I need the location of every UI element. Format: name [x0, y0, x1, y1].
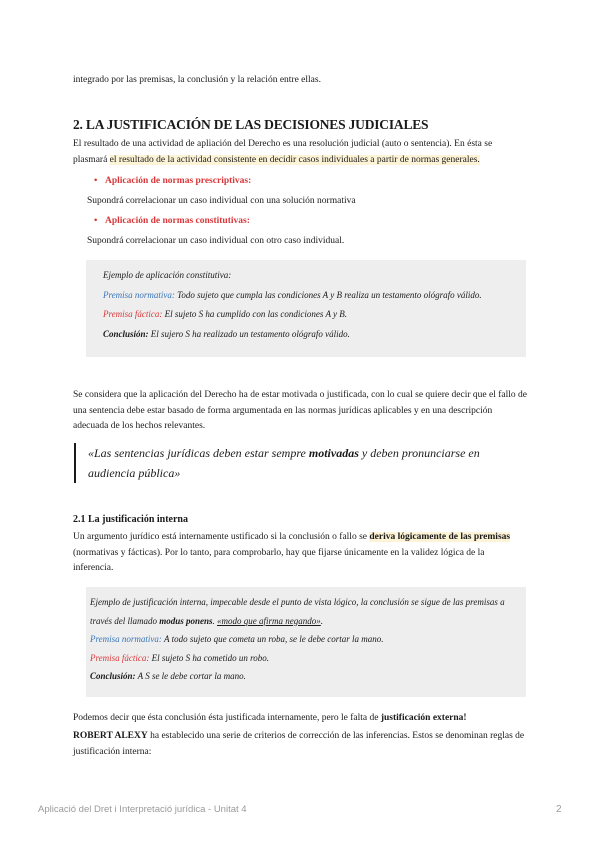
text: (normativas y fácticas). Por lo tanto, para comprobarlo, hay que fijarse únicamente en la validez lógica de la inferencia. — [73, 547, 485, 573]
example-conclusion — [103, 325, 514, 345]
label: Premisa fáctica: — [90, 652, 150, 663]
highlighted-bold: deriva lógicamente de las premisas — [369, 532, 511, 542]
text: El sujeto S ha cumplido con las condiciones A y B. — [162, 309, 348, 319]
example-premise-factual — [90, 649, 514, 668]
highlighted-text: el resultado de la actividad consistente en decidir casos individuales a partir de normas generales. — [109, 154, 480, 165]
page-number: 2 — [556, 804, 562, 815]
bullet-constitutive: • Aplicación de normas constitutivas: — [105, 214, 527, 230]
text: Podemos decir que ésta conclusión ésta justificada internamente, pero le falta de — [73, 713, 381, 723]
footer-text: Aplicació del Dret i Interpretació jurídica - Unitat 4 — [38, 804, 247, 815]
text: A todo sujeto que cometa un roba, se le debe cortar la mano. — [161, 634, 384, 644]
label: Premisa normativa: — [90, 634, 162, 644]
example-premise-normative — [103, 286, 514, 306]
closing-paragraph — [73, 711, 527, 727]
section-paragraph — [73, 137, 527, 168]
underlined: «modo que afirma negando» — [217, 615, 321, 626]
label: Premisa fáctica: — [103, 309, 163, 319]
motivation-paragraph: Se considera que la aplicación del Derecho ha de estar motivada o justificada, con lo cual se quiere decir que el fallo de una sentencia debe estar basado de forma argumentada en las normas jurídicas aplicables y en una descripción adecuada de los hechos relevantes. — [73, 390, 527, 431]
quote-text: «Las sentencias jurídicas deben estar sempre — [88, 446, 309, 460]
bold: modus ponens — [159, 615, 213, 626]
quote-block — [74, 443, 528, 483]
bullet-prescriptive: • Aplicación de normas prescriptivas: — [105, 174, 527, 190]
example-title: Ejemplo de aplicación constitutiva: — [103, 270, 232, 280]
subsection-heading: 2.1 La justificación interna — [73, 514, 188, 525]
example-box — [86, 260, 526, 357]
text: ha establecido una serie de criterios de corrección de las inferencias. Estos se denominan reglas de justificación interna: — [73, 731, 525, 757]
alexy-paragraph — [73, 729, 527, 760]
example-conclusion — [90, 667, 514, 686]
text: . — [320, 615, 324, 626]
bold: justificación externa! — [380, 713, 467, 723]
bullet-text: Supondrá correlacionar un caso individual con otro caso individual. — [87, 236, 345, 246]
intro-line: integrado por las premisas, la conclusión y la relación entre ellas. — [73, 75, 321, 85]
text: Un argumento jurídico está internamente ustificado si la conclusión o fallo se — [73, 532, 370, 542]
text: Ejemplo de justificación interna, impecable desde el punto de vista lógico, la conclusión se sigue de las premisas a través del llamado — [90, 597, 505, 626]
example-intro — [90, 593, 514, 630]
text: A S se le debe cortar la mano. — [135, 671, 246, 681]
text: El sujeto S ha cometido un robo. — [149, 652, 270, 663]
example-premise-factual — [103, 305, 514, 325]
quote-bold: motivadas — [308, 446, 359, 460]
quote-text: y deben pronunciarse en audiencia pública» — [88, 446, 480, 480]
bullet-text: Supondrá correlacionar un caso individual con una solución normativa — [87, 196, 356, 206]
text: Todo sujeto que cumpla las condiciones A y B realiza un testamento ológrafo válido. — [174, 289, 482, 300]
example-box — [86, 587, 526, 697]
text: . — [212, 615, 218, 626]
text: El sujero S ha realizado un testamento ológrafo válido. — [148, 328, 350, 339]
bullet-list — [87, 174, 527, 190]
bullet-list — [87, 214, 527, 230]
label: Conclusión: — [103, 328, 149, 339]
author-name: ROBERT ALEXY — [73, 731, 148, 741]
example-premise-normative — [90, 630, 514, 649]
subsection-paragraph — [73, 530, 527, 577]
paragraph-text: El resultado de una actividad de apliación del Derecho es una resolución judicial (auto o sentencia). En ésta se plasmará — [73, 139, 493, 165]
section-heading: 2. LA JUSTIFICACIÓN DE LAS DECISIONES JUDICIALES — [73, 117, 429, 132]
label: Premisa normativa: — [103, 289, 175, 300]
label: Conclusión: — [90, 671, 136, 681]
